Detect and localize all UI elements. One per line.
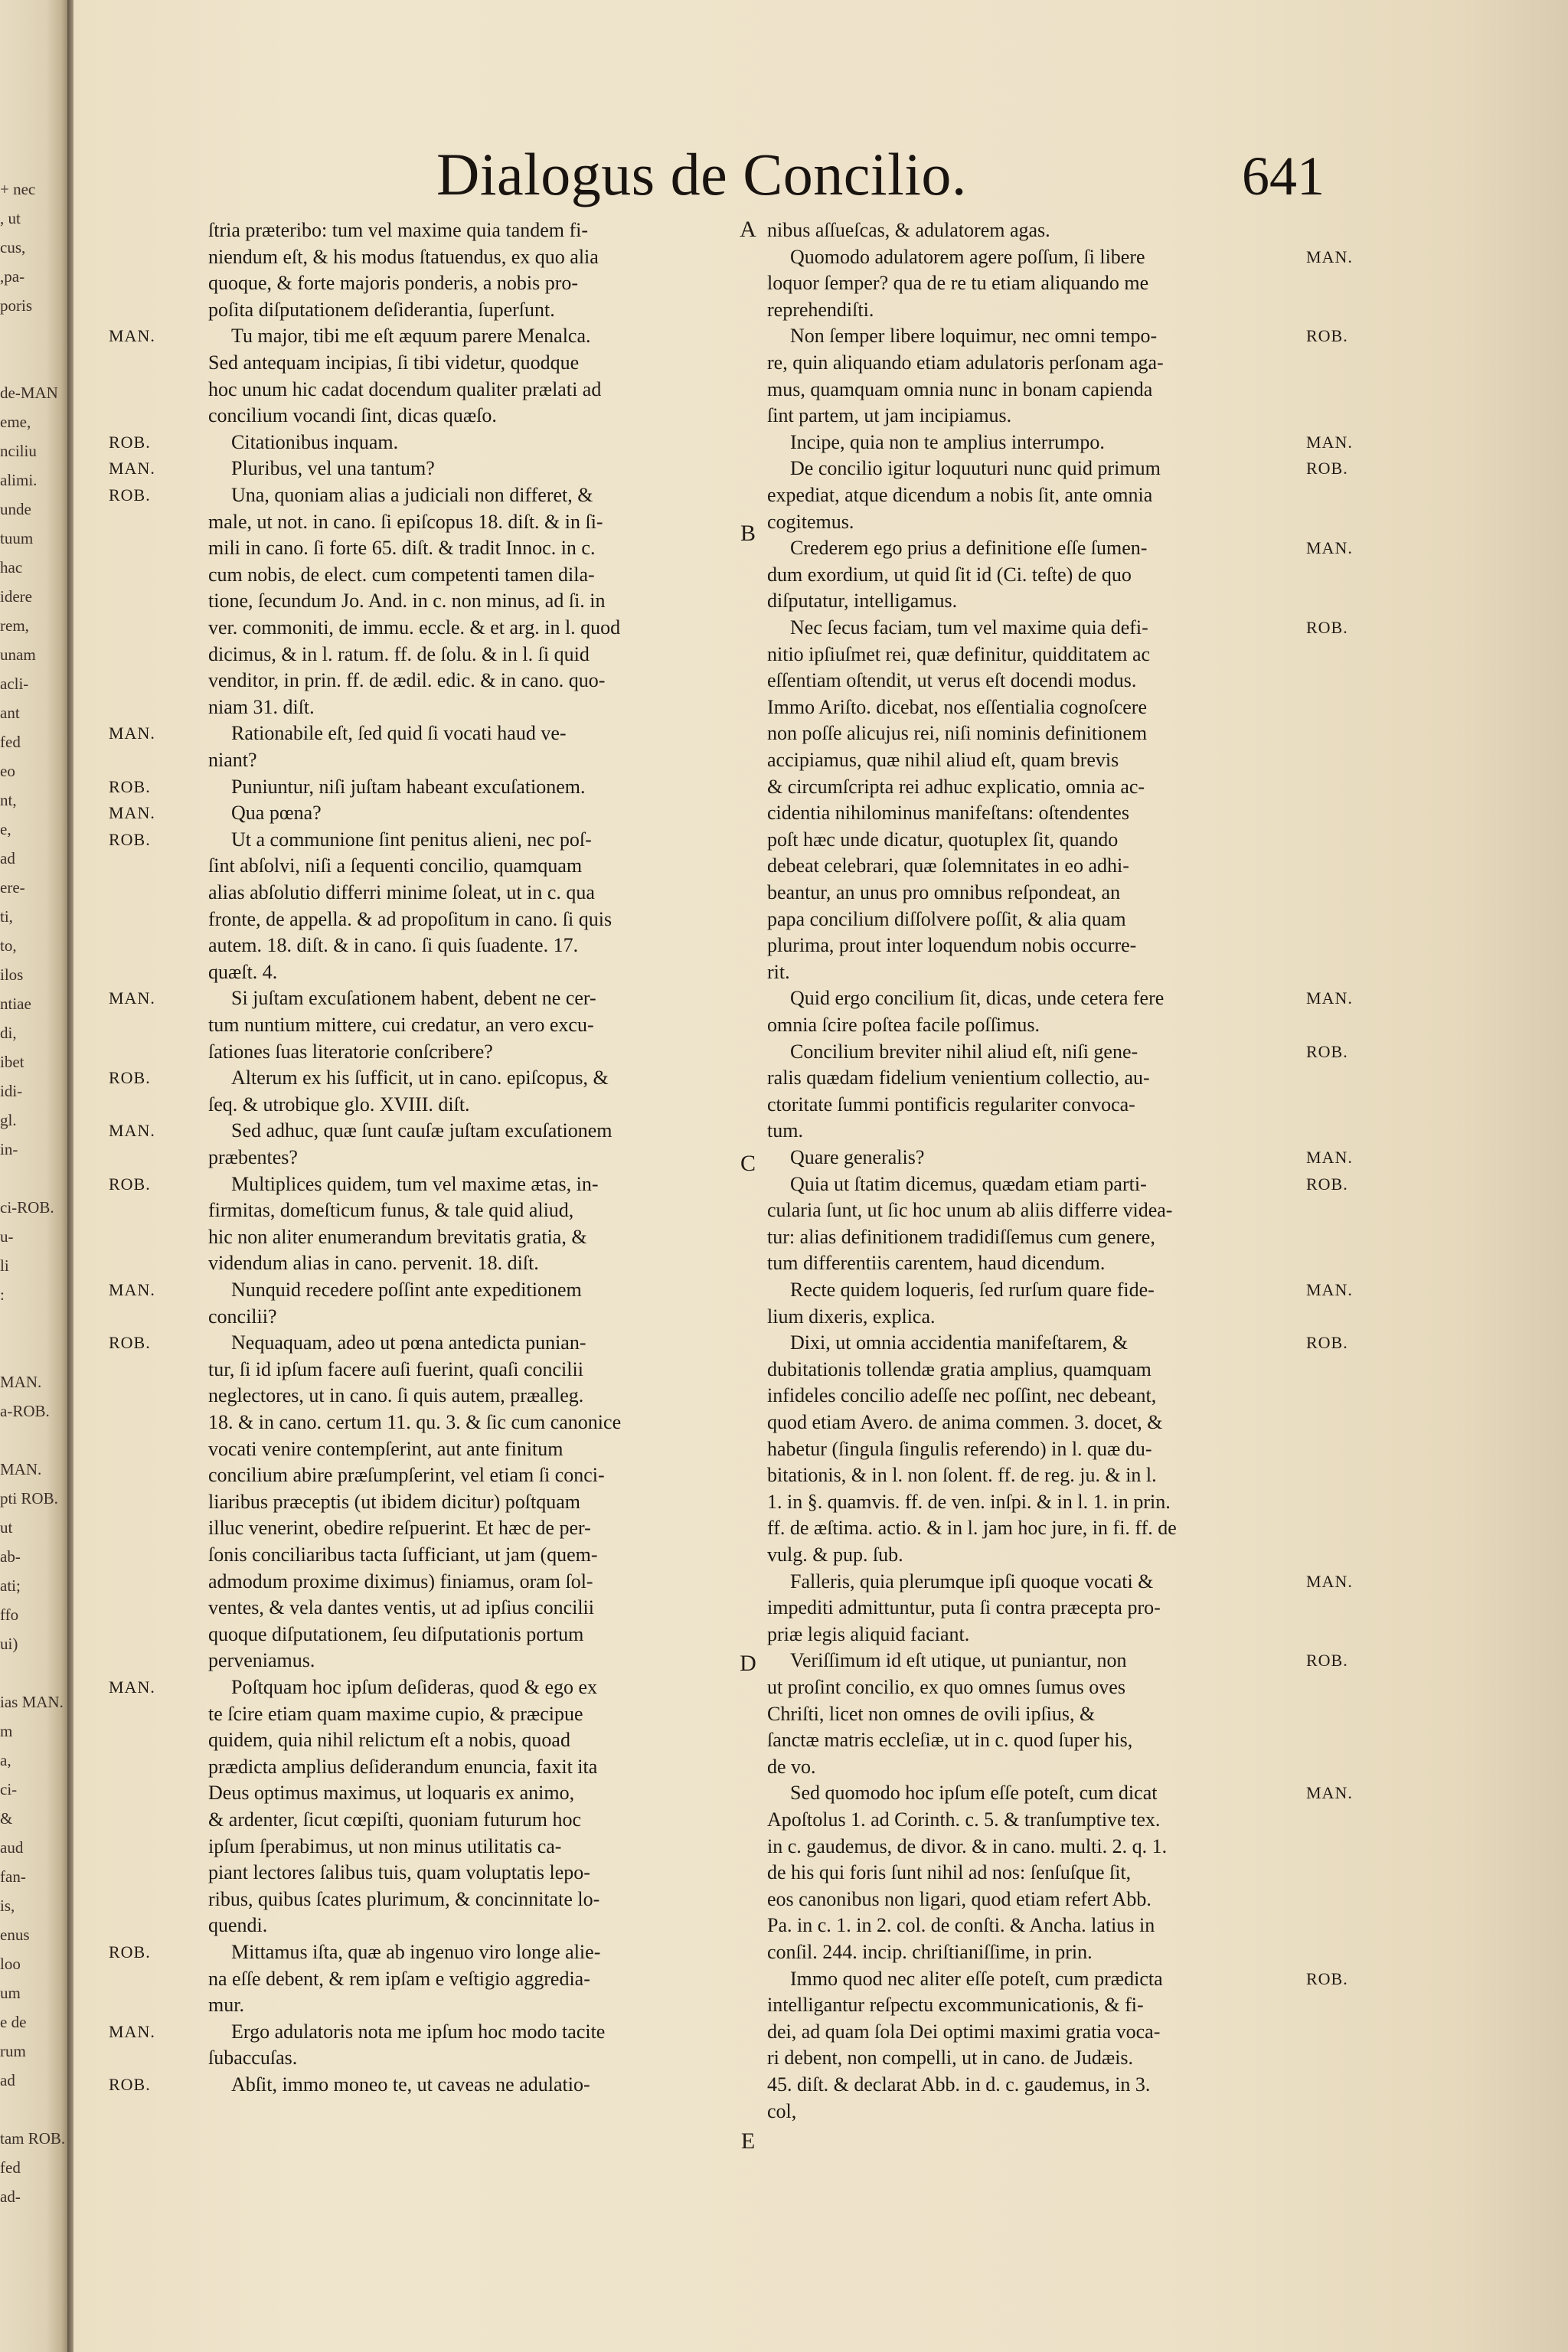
gutter-fragment: [0, 1165, 67, 1191]
gutter-fragment: unam: [0, 645, 36, 664]
left-speaker-label: MAN.: [109, 1121, 155, 1141]
left-text-line: Si juſtam excuſationem habent, debent ne cer-: [231, 987, 596, 1010]
gutter-fragment: ffo: [0, 1606, 19, 1624]
right-text-line: de vo.: [767, 1755, 816, 1778]
right-text-line: diſputatur, intelligamus.: [767, 590, 958, 612]
left-text-line: Ut a communione ſint penitus alieni, nec poſ-: [231, 828, 592, 851]
left-text-line: Multiplices quidem, tum vel maxime ætas, in-: [231, 1172, 599, 1195]
left-text-line: mur.: [208, 1994, 244, 2017]
right-text-line: Immo Ariſto. dicebat, nos eſſentialia cognoſcere: [767, 695, 1148, 718]
gutter-fragment: nt,: [0, 791, 17, 809]
gutter-fragment: :: [0, 1285, 5, 1304]
section-marker: E: [740, 2128, 756, 2154]
right-text-line: Crederem ego prius a definitione eſſe ſumen-: [790, 537, 1148, 560]
gutter-fragment: + nec: [0, 180, 36, 198]
gutter-fragment: in-: [0, 1140, 18, 1158]
left-text-line: quendi.: [208, 1914, 268, 1937]
right-text-line: De concilio igitur loquuturi nunc quid primum: [790, 457, 1161, 480]
right-speaker-label: MAN.: [1306, 1148, 1353, 1167]
right-text-line: ri debent, non compelli, ut in cano. de Judæis.: [767, 2047, 1134, 2069]
left-text-line: & ardenter, ſicut cœpiſti, quoniam futurum hoc: [208, 1808, 582, 1831]
right-text-line: cularia ſunt, ut ſic hoc unum ab aliis differre videa-: [767, 1199, 1173, 1222]
right-text-line: tum.: [767, 1119, 803, 1142]
right-speaker-label: MAN.: [1306, 1783, 1353, 1803]
right-text-line: 45. diſt. & declarat Abb. in d. c. gaudemus, in 3.: [767, 2073, 1151, 2096]
gutter-fragment: eme,: [0, 413, 31, 431]
gutter-fragment: eo: [0, 762, 15, 780]
left-text-line: quoque diſputationem, ſeu diſputationis portum: [208, 1622, 584, 1645]
page-number: 641: [1242, 145, 1325, 207]
left-text-line: hoc unum hic cadat docendum qualiter prælati ad: [208, 377, 602, 400]
right-text-line: Sed quomodo hoc ipſum eſſe poteſt, cum dicat: [790, 1782, 1158, 1805]
right-text-line: cidentia nihilominus manifeſtans: oſtendentes: [767, 802, 1129, 825]
right-text-line: ſint partem, ut jam incipiamus.: [767, 404, 1012, 427]
gutter-fragment: is,: [0, 1896, 15, 1915]
gutter-fragment: de-MAN: [0, 384, 58, 402]
right-text-line: Recte quidem loqueris, ſed rurſum quare fide-: [790, 1279, 1155, 1301]
left-text-line: videndum alias in cano. pervenit. 18. diſt.: [208, 1252, 539, 1275]
left-text-line: Sed antequam incipias, ſi tibi videtur, quodque: [208, 351, 580, 374]
left-text-line: niant?: [208, 749, 257, 771]
right-text-line: rit.: [767, 960, 790, 983]
gutter-fragment: MAN.: [0, 1373, 42, 1391]
left-text-line: neglectores, ut in cano. ſi quis autem, præalleg.: [208, 1384, 584, 1407]
right-text-line: dei, ad quam ſola Dei optimi maximi gratia voca-: [767, 2020, 1161, 2043]
right-text-line: mus, quamquam omnia nunc in bonam capienda: [767, 377, 1153, 400]
gutter-fragment: [0, 2096, 67, 2122]
left-text-line: quæſt. 4.: [208, 960, 278, 983]
right-text-line: dum exordium, ut quid ſit id (Ci. teſte) de quo: [767, 563, 1132, 586]
gutter-fragment: rem,: [0, 616, 29, 635]
right-text-line: Veriſſimum id eſt utique, ut puniantur, non: [790, 1649, 1127, 1672]
right-text-line: de his qui foris ſunt nihil ad nos: ſenſuſque ſit,: [767, 1861, 1132, 1884]
left-text-line: concilii?: [208, 1305, 277, 1328]
gutter-fragment: [0, 322, 67, 348]
gutter-fragment: alimi.: [0, 471, 38, 489]
left-text-line: Nunquid recedere poſſint ante expeditionem: [231, 1279, 582, 1301]
gutter-fragment: ilos: [0, 965, 24, 984]
left-text-line: niam 31. diſt.: [208, 695, 315, 718]
right-text-line: Falleris, quia plerumque ipſi quoque vocati &: [790, 1570, 1154, 1592]
gutter-fragment: idere: [0, 587, 32, 606]
gutter-fragment: acli-: [0, 675, 29, 693]
left-text-line: firmitas, domeſticum funus, & tale quid aliud,: [208, 1199, 574, 1222]
right-text-line: ralis quædam fidelium venientium collectio, au-: [767, 1067, 1150, 1089]
left-speaker-label: ROB.: [109, 829, 151, 849]
right-text-line: ſanctæ matris eccleſiæ, ut in c. quod ſuper his,: [767, 1729, 1133, 1752]
left-text-line: Pluribus, vel una tantum?: [231, 457, 435, 480]
left-text-line: Tu major, tibi me eſt æquum parere Menalca.: [231, 325, 591, 348]
gutter-fragment: [0, 1311, 67, 1337]
gutter-fragment: um: [0, 1984, 21, 2002]
right-text-line: cogitemus.: [767, 510, 854, 533]
left-text-line: autem. 18. diſt. & in cano. ſi quis ſuadente. 17.: [208, 934, 579, 957]
right-speaker-label: ROB.: [1306, 326, 1348, 346]
right-speaker-label: MAN.: [1306, 247, 1353, 266]
right-text-line: plurima, prout inter loquendum nobis occurre-: [767, 934, 1137, 957]
right-text-line: col,: [767, 2099, 797, 2122]
left-text-line: 18. & in cano. certum 11. qu. 3. & ſic cum canonice: [208, 1411, 622, 1433]
right-speaker-label: ROB.: [1306, 459, 1348, 479]
left-text-line: prædicta amplius deſiderandum enuncia, faxit ita: [208, 1755, 598, 1778]
right-speaker-label: ROB.: [1306, 1041, 1348, 1061]
left-text-line: Deus optimus maximus, ut loquaris ex animo,: [208, 1782, 575, 1805]
gutter-fragment: ab-: [0, 1547, 21, 1566]
gutter-fragment: pti ROB.: [0, 1489, 58, 1508]
left-speaker-label: MAN.: [109, 326, 155, 346]
left-text-line: vocati venire contempſerint, aut ante finitum: [208, 1437, 564, 1460]
right-text-line: beantur, an unus pro omnibus reſpondeat, an: [767, 881, 1121, 903]
right-text-line: eos canonibus non ligari, quod etiam refert Abb.: [767, 1887, 1152, 1910]
gutter-fragment: hac: [0, 558, 23, 577]
gutter-fragment: ui): [0, 1635, 18, 1653]
left-text-line: Una, quoniam alias a judiciali non differet, &: [231, 484, 593, 506]
left-text-line: ver. commoniti, de immu. eccle. & et arg. in l. quod: [208, 616, 621, 639]
left-text-line: illuc venerint, obedire reſpuerint. Et hæc de per-: [208, 1517, 591, 1540]
left-speaker-label: MAN.: [109, 1677, 155, 1697]
left-text-line: ſtria præteribo: tum vel maxime quia tandem fi-: [208, 219, 589, 241]
gutter-fragment: MAN.: [0, 1460, 42, 1478]
left-speaker-label: ROB.: [109, 1942, 151, 1962]
left-text-line: mili in cano. ſi forte 65. diſt. & tradit Innoc. in c.: [208, 537, 596, 560]
left-speaker-label: ROB.: [109, 776, 151, 796]
left-text-line: Alterum ex his ſufficit, ut in cano. epiſcopus, &: [231, 1067, 609, 1089]
left-text-line: Puniuntur, niſi juſtam habeant excuſationem.: [231, 775, 586, 798]
gutter-fragment: idi-: [0, 1082, 23, 1100]
gutter-previous-page: [0, 0, 70, 2352]
left-text-line: præbentes?: [208, 1146, 298, 1168]
left-text-line: cum nobis, de elect. cum competenti tamen dila-: [208, 563, 595, 586]
left-text-line: ventes, & vela dantes ventis, ut ad ipſius concilii: [208, 1596, 595, 1619]
gutter-fragment: ci-: [0, 1780, 18, 1798]
left-text-line: tione, ſecundum Jo. And. in c. non minus, ad ſi. in: [208, 590, 606, 612]
gutter-fragment: li: [0, 1256, 9, 1275]
section-marker: A: [740, 217, 756, 242]
left-text-line: Mittamus iſta, quæ ab ingenuo viro longe alie-: [231, 1941, 601, 1963]
left-text-line: quoque, & forte majoris ponderis, a nobis pro-: [208, 272, 579, 295]
left-text-line: poſita diſputationem deſiderantia, ſuperſunt.: [208, 298, 555, 321]
left-speaker-label: ROB.: [109, 2075, 151, 2094]
right-text-line: dubitationis tollendæ gratia amplius, quamquam: [767, 1357, 1152, 1380]
right-text-line: infideles concilio adeſſe nec poſſint, nec debeant,: [767, 1384, 1157, 1407]
right-text-line: Quid ergo concilium ſit, dicas, unde cetera fere: [790, 987, 1165, 1010]
right-text-line: loquor ſemper? qua de re tu etiam aliquando me: [767, 272, 1149, 295]
gutter-fragment: ci-ROB.: [0, 1198, 54, 1217]
gutter-fragment: fan-: [0, 1867, 26, 1886]
gutter-fragment: a,: [0, 1751, 11, 1769]
right-text-line: lium dixeris, explica.: [767, 1305, 936, 1328]
gutter-fragment: aud: [0, 1838, 24, 1857]
gutter-fragment: to,: [0, 936, 17, 955]
gutter-fragment: ibet: [0, 1053, 24, 1071]
left-speaker-label: ROB.: [109, 1068, 151, 1088]
gutter-fragment: ad: [0, 849, 15, 867]
right-text-line: ctoritate ſummi pontificis regulariter convoca-: [767, 1093, 1135, 1116]
right-text-line: nitio ipſiuſmet rei, quæ definitur, quidditatem ac: [767, 642, 1151, 665]
right-text-line: in c. gaudemus, de divor. & in cano. multi. 2. q. 1.: [767, 1834, 1168, 1857]
gutter-fragment: gl.: [0, 1111, 17, 1129]
right-text-line: bitationis, & in l. non ſolent. ff. de reg. ju. & in l.: [767, 1464, 1157, 1487]
gutter-fragment: , ut: [0, 209, 21, 227]
left-speaker-label: MAN.: [109, 2021, 155, 2041]
gutter-fragment: a-ROB.: [0, 1402, 50, 1420]
page-title: Dialogus de Concilio.: [436, 141, 967, 207]
right-speaker-label: ROB.: [1306, 1333, 1348, 1353]
gutter-fragment: ntiae: [0, 995, 31, 1013]
gutter-fragment: e,: [0, 820, 11, 838]
gutter-fragment: tam ROB.: [0, 2129, 66, 2148]
left-text-line: Ergo adulatoris nota me ipſum hoc modo tacite: [231, 2020, 606, 2043]
left-text-line: concilium vocandi ſint, dicas quæſo.: [208, 404, 497, 427]
gutter-fragment: ad: [0, 2071, 15, 2089]
gutter-fragment: [0, 1427, 67, 1453]
left-text-line: tum nuntium mittere, cui credatur, an vero excu-: [208, 1014, 594, 1036]
gutter-fragment: &: [0, 1809, 13, 1828]
left-text-line: male, ut not. in cano. ſi epiſcopus 18. diſt. & in ſi-: [208, 510, 603, 533]
right-speaker-label: MAN.: [1306, 1280, 1353, 1299]
gutter-fragment: rum: [0, 2042, 26, 2060]
left-text-line: fronte, de appella. & ad propoſitum in cano. ſi quis: [208, 907, 612, 930]
right-text-line: 1. in §. quamvis. ff. de ven. inſpi. & in l. 1. in prin.: [767, 1490, 1171, 1513]
gutter-fragment: u-: [0, 1227, 14, 1246]
right-text-line: ut proſint concilio, ex quo omnes ſumus oves: [767, 1676, 1125, 1698]
right-text-line: ff. de æſtima. actio. & in l. jam hoc jure, in fi. ff. de: [767, 1517, 1177, 1540]
gutter-fragment: fed: [0, 733, 21, 751]
left-speaker-label: MAN.: [109, 988, 155, 1008]
left-text-line: concilium abire præſumpſerint, vel etiam ſi conci-: [208, 1464, 605, 1487]
gutter-fragment: ere-: [0, 878, 25, 897]
right-text-line: conſil. 244. incip. chriſtianiſſime, in prin.: [767, 1941, 1093, 1963]
left-text-line: Rationabile eſt, ſed quid ſi vocati haud ve-: [231, 722, 567, 745]
left-text-line: piant lectores ſalibus tuis, quam voluptatis lepo-: [208, 1861, 590, 1884]
right-text-line: reprehendiſti.: [767, 298, 874, 321]
left-text-line: ribus, quibus ſcates plurimum, & concinnitate lo-: [208, 1887, 600, 1910]
gutter-fragment: di,: [0, 1024, 17, 1042]
gutter-fragment: fed: [0, 2158, 21, 2177]
gutter-fragment: ias MAN.: [0, 1693, 64, 1711]
left-text-line: Sed adhuc, quæ ſunt cauſæ juſtam excuſationem: [231, 1119, 612, 1142]
right-text-line: Quia ut ſtatim dicemus, quædam etiam parti-: [790, 1172, 1147, 1195]
left-speaker-label: MAN.: [109, 724, 155, 743]
gutter-fragment: ti,: [0, 907, 13, 926]
right-speaker-label: MAN.: [1306, 538, 1353, 558]
section-marker: C: [740, 1150, 756, 1176]
right-text-line: intelligantur reſpectu excommunicationis, & fi-: [767, 1994, 1144, 2017]
right-speaker-label: ROB.: [1306, 1174, 1348, 1194]
gutter-fragment: ut: [0, 1518, 13, 1537]
left-text-line: ſubaccuſas.: [208, 2047, 298, 2069]
gutter-fragment: [0, 1340, 67, 1366]
right-text-line: Apoſtolus 1. ad Corinth. c. 5. & tranſumptive tex.: [767, 1808, 1161, 1831]
left-text-line: quidem, quia nihil relictum eſt a nobis, quoad: [208, 1729, 570, 1752]
book-spine-shadow: [67, 0, 74, 2352]
right-speaker-label: ROB.: [1306, 1651, 1348, 1671]
right-text-line: Non ſemper libere loquimur, nec omni tempo-: [790, 325, 1158, 348]
left-text-line: liaribus præceptis (ut ibidem dicitur) poſtquam: [208, 1490, 580, 1513]
right-text-line: nibus aſſueſcas, & adulatorem agas.: [767, 219, 1050, 241]
left-speaker-label: ROB.: [109, 1333, 151, 1353]
gutter-fragment: ati;: [0, 1576, 21, 1595]
right-text-line: habetur (ſingula ſingulis referendo) in l. quæ du-: [767, 1437, 1152, 1460]
right-text-line: poſt hæc unde dicatur, quotuplex ſit, quando: [767, 828, 1119, 851]
gutter-fragment: ,pa-: [0, 267, 25, 286]
left-text-line: hic non aliter enumerandum brevitatis gratia, &: [208, 1225, 587, 1248]
left-text-line: dicimus, & in l. ratum. ff. de ſolu. & in l. ſi quid: [208, 642, 590, 665]
left-text-line: tur, ſi id ipſum facere auſi fuerint, quaſi concilii: [208, 1357, 583, 1380]
right-text-line: non poſſe alicujus rei, niſi nominis definitionem: [767, 722, 1148, 745]
right-text-line: Concilium breviter nihil aliud eſt, niſi gene-: [790, 1040, 1138, 1063]
right-text-line: Dixi, ut omnia accidentia manifeſtarem, &: [790, 1331, 1129, 1354]
left-text-line: na eſſe debent, & rem ipſam e veſtigio aggredia-: [208, 1967, 590, 1990]
right-text-line: expediat, atque dicendum a nobis ſit, ante omnia: [767, 484, 1153, 506]
right-text-line: & circumſcripta rei adhuc explicatio, omnia ac-: [767, 775, 1145, 798]
left-speaker-label: MAN.: [109, 459, 155, 479]
right-text-line: Quomodo adulatorem agere poſſum, ſi libere: [790, 245, 1145, 268]
right-text-line: vulg. & pup. ſub.: [767, 1544, 903, 1566]
gutter-fragment: loo: [0, 1955, 21, 1973]
gutter-fragment: nciliu: [0, 442, 37, 460]
left-text-line: ſationes ſuas literatorie conſcribere?: [208, 1040, 493, 1063]
right-speaker-label: ROB.: [1306, 1968, 1348, 1988]
right-text-line: accipiamus, quæ nihil aliud eſt, quam brevis: [767, 749, 1119, 771]
gutter-fragment: m: [0, 1722, 13, 1740]
right-text-line: Chriſti, licet non omnes de ovili ipſius, &: [767, 1702, 1096, 1725]
gutter-fragment: poris: [0, 296, 32, 315]
right-text-line: eſſentiam oſtendit, ut verus eſt docendi modus.: [767, 669, 1137, 692]
right-text-line: tur: alias definitionem tradidiſſemus cum genere,: [767, 1225, 1155, 1248]
left-speaker-label: MAN.: [109, 1280, 155, 1299]
gutter-fragment: [0, 1660, 67, 1686]
gutter-fragment: [0, 351, 67, 377]
left-text-line: venditor, in prin. ff. de ædil. edic. & in cano. quo-: [208, 669, 606, 692]
right-speaker-label: MAN.: [1306, 988, 1353, 1008]
right-text-line: impediti admittuntur, puta ſi contra præcepta pro-: [767, 1596, 1161, 1619]
right-speaker-label: ROB.: [1306, 618, 1348, 637]
right-text-line: papa concilium diſſolvere poſſit, & alia quam: [767, 907, 1126, 930]
section-marker: B: [740, 521, 756, 547]
left-speaker-label: ROB.: [109, 485, 151, 505]
left-text-line: Qua pœna?: [231, 802, 322, 825]
right-text-line: priæ legis aliquid faciant.: [767, 1622, 970, 1645]
left-text-line: Citationibus inquam.: [231, 430, 399, 453]
left-speaker-label: ROB.: [109, 1174, 151, 1194]
left-text-line: Abſit, immo moneo te, ut caveas ne adulatio-: [231, 2073, 590, 2096]
left-text-line: perveniamus.: [208, 1649, 315, 1672]
gutter-fragment: tuum: [0, 529, 34, 547]
left-text-line: admodum proxime diximus) finiamus, oram ſol-: [208, 1570, 593, 1592]
right-text-line: Nec ſecus faciam, tum vel maxime quia defi-: [790, 616, 1148, 639]
left-speaker-label: ROB.: [109, 432, 151, 452]
left-text-line: alias abſolutio differri minime ſoleat, ut in c. qua: [208, 881, 595, 903]
gutter-fragment: ant: [0, 704, 20, 722]
right-speaker-label: MAN.: [1306, 432, 1353, 452]
gutter-fragment: enus: [0, 1926, 30, 1944]
left-text-line: ſeq. & utrobique glo. XVIII. diſt.: [208, 1093, 470, 1116]
right-text-line: re, quin aliquando etiam adulatoris perſonam aga-: [767, 351, 1164, 374]
left-text-line: Poſtquam hoc ipſum deſideras, quod & ego ex: [231, 1676, 598, 1698]
right-text-line: debeat celebrari, quæ ſolemnitates in eo adhi-: [767, 854, 1129, 877]
right-speaker-label: MAN.: [1306, 1571, 1353, 1591]
gutter-fragment: cus,: [0, 238, 26, 256]
gutter-fragment: e de: [0, 2013, 27, 2031]
right-text-line: Pa. in c. 1. in 2. col. de conſti. & Ancha. latius in: [767, 1914, 1155, 1937]
right-text-line: omnia ſcire poſtea facile poſſimus.: [767, 1014, 1040, 1036]
left-text-line: ſint abſolvi, niſi a ſequenti concilio, quamquam: [208, 854, 583, 877]
right-text-line: quod etiam Avero. de anima commen. 3. docet, &: [767, 1411, 1163, 1433]
left-text-line: te ſcire etiam quam maxime cupio, & præcipue: [208, 1702, 583, 1725]
gutter-fragment: unde: [0, 500, 31, 518]
section-marker: D: [740, 1650, 756, 1676]
right-text-line: Immo quod nec aliter eſſe poteſt, cum prædicta: [790, 1967, 1163, 1990]
right-text-line: Incipe, quia non te amplius interrumpo.: [790, 430, 1105, 453]
right-text-line: Quare generalis?: [790, 1146, 925, 1168]
left-text-line: niendum eſt, & his modus ſtatuendus, ex quo alia: [208, 245, 599, 268]
right-text-line: tum differentiis carentem, haud dicendum.: [767, 1252, 1106, 1275]
left-speaker-label: MAN.: [109, 803, 155, 823]
left-text-line: ſonis conciliaribus tacta ſufficiant, ut jam (quem-: [208, 1544, 598, 1566]
left-text-line: Nequaquam, adeo ut pœna antedicta punian-: [231, 1331, 586, 1354]
left-text-line: ipſum ſperabimus, ut non minus utilitatis ca-: [208, 1834, 562, 1857]
gutter-fragment: ad-: [0, 2187, 21, 2206]
